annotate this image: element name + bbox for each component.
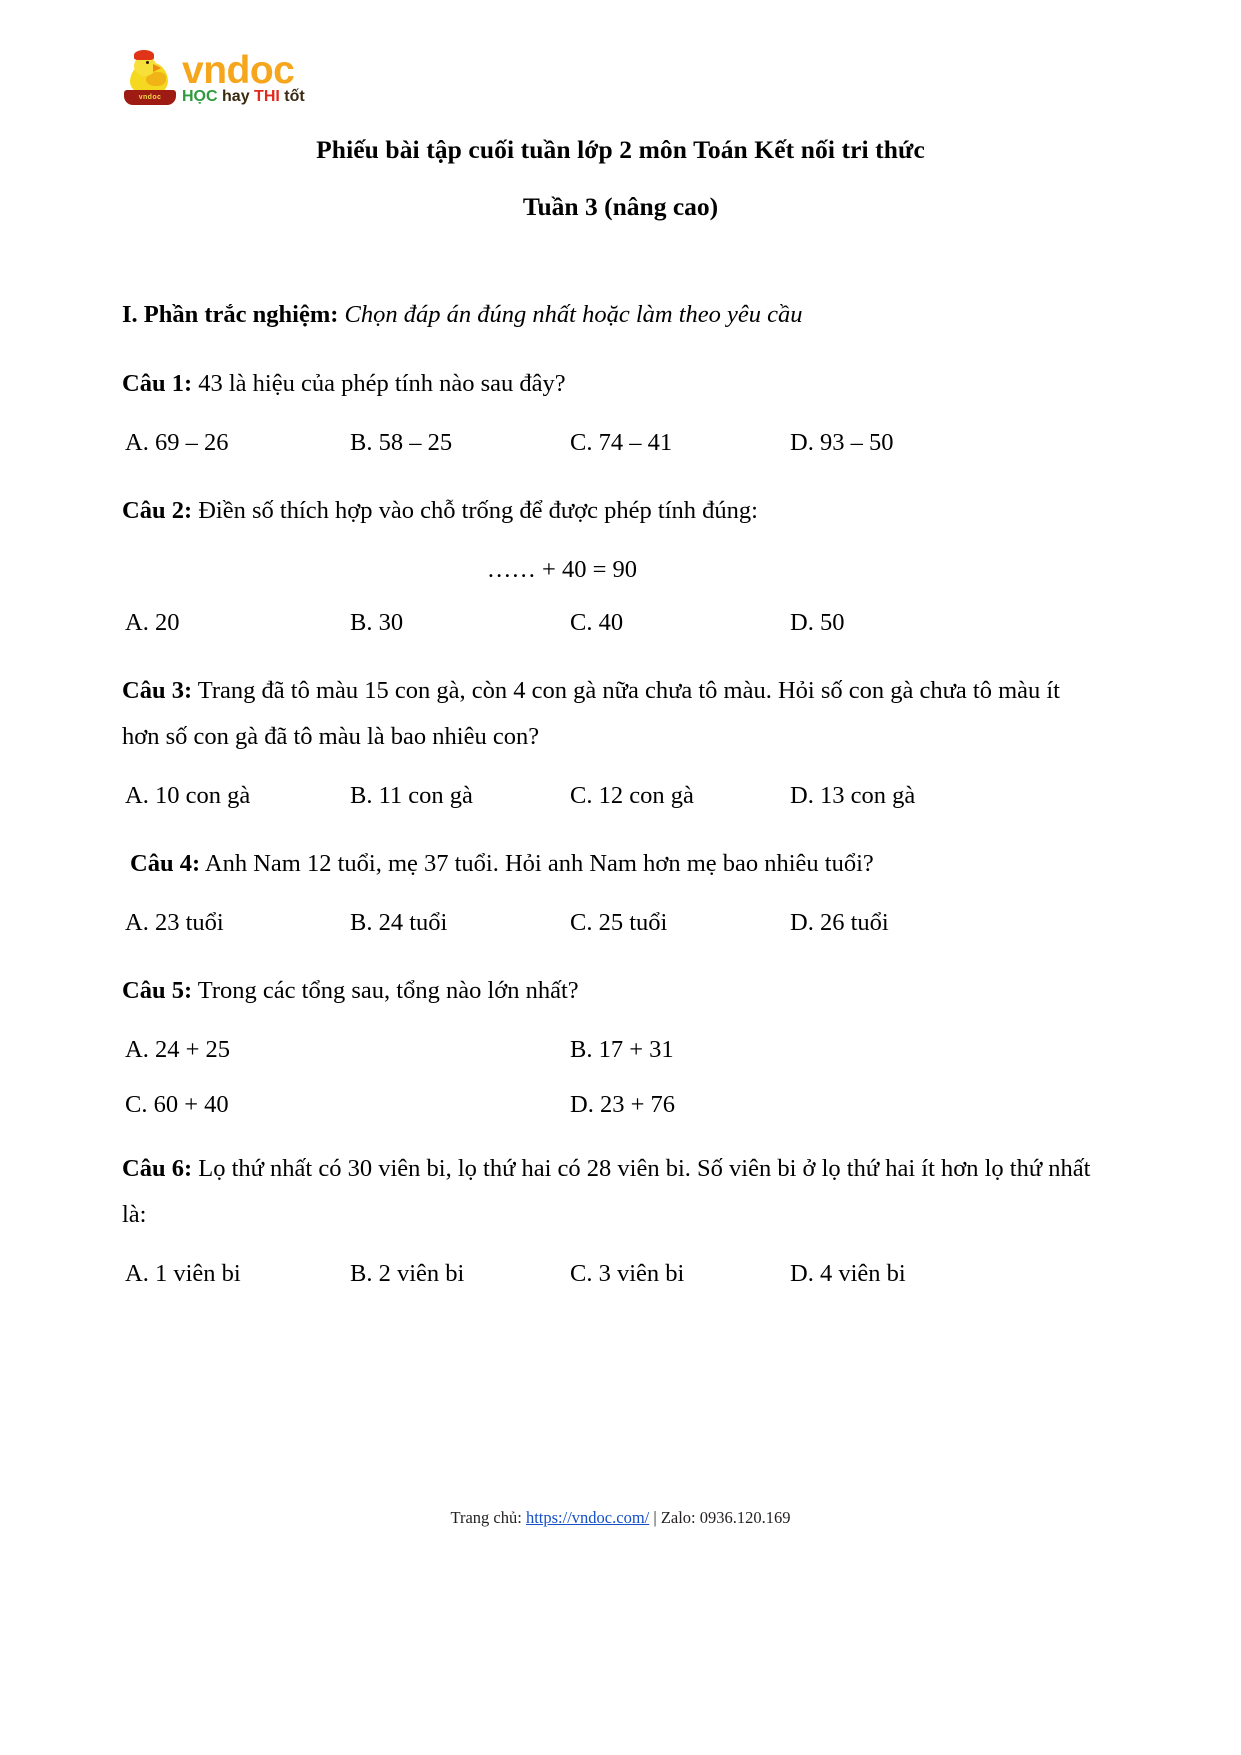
question-1-body: 43 là hiệu của phép tính nào sau đây? bbox=[192, 370, 566, 397]
question-5-option-a[interactable]: A. 24 + 25 bbox=[125, 1036, 231, 1063]
worksheet-content bbox=[122, 292, 1122, 1319]
question-2-text bbox=[122, 488, 1122, 534]
question-6-option-b[interactable]: B. 2 viên bi bbox=[350, 1260, 465, 1287]
question-2-option-a[interactable]: A. 20 bbox=[125, 609, 180, 636]
question-2-number: Câu 2: bbox=[122, 497, 193, 524]
chicken-mascot-icon bbox=[122, 50, 178, 108]
question-4-options bbox=[122, 909, 1122, 939]
question-5-number: Câu 5: bbox=[122, 977, 193, 1004]
question-6-text bbox=[122, 1146, 1097, 1238]
question-1-text bbox=[122, 361, 1122, 407]
question-1-option-c[interactable]: C. 74 – 41 bbox=[570, 429, 673, 456]
question-3-options bbox=[122, 782, 1122, 812]
question-5-option-c[interactable]: C. 60 + 40 bbox=[125, 1091, 229, 1118]
question-3-option-d[interactable]: D. 13 con gà bbox=[790, 782, 916, 809]
question-6-option-d[interactable]: D. 4 viên bi bbox=[790, 1260, 906, 1287]
logo-tagline bbox=[182, 88, 305, 106]
question-3-option-c[interactable]: C. 12 con gà bbox=[570, 782, 694, 809]
question-1-number: Câu 1: bbox=[122, 370, 193, 397]
footer-website-link[interactable]: https://vndoc.com/ bbox=[525, 1508, 650, 1527]
question-6-body: Lọ thứ nhất có 30 viên bi, lọ thứ hai có 28 viên bi. Số viên bi ở lọ thứ hai ít hơn lọ thứ nhất là: bbox=[122, 1155, 1091, 1228]
question-1-options bbox=[122, 429, 1122, 459]
question-5-body: Trong các tổng sau, tổng nào lớn nhất? bbox=[192, 977, 579, 1004]
question-6-option-c[interactable]: C. 3 viên bi bbox=[570, 1260, 685, 1287]
question-2-option-d[interactable]: D. 50 bbox=[790, 609, 845, 636]
question-2-body: Điền số thích hợp vào chỗ trống để được phép tính đúng: bbox=[192, 497, 758, 524]
question-3-option-b[interactable]: B. 11 con gà bbox=[350, 782, 473, 809]
section-heading bbox=[122, 292, 1122, 338]
question-3-text bbox=[122, 668, 1097, 760]
question-2-option-b[interactable]: B. 30 bbox=[350, 609, 404, 636]
question-1-option-b[interactable]: B. 58 – 25 bbox=[350, 429, 453, 456]
question-2-option-c[interactable]: C. 40 bbox=[570, 609, 624, 636]
question-6-number: Câu 6: bbox=[122, 1155, 193, 1182]
question-1-option-d[interactable]: D. 93 – 50 bbox=[790, 429, 894, 456]
vndoc-logo bbox=[122, 50, 382, 116]
mascot-beak bbox=[153, 64, 161, 72]
question-4-option-d[interactable]: D. 26 tuổi bbox=[790, 909, 889, 936]
mascot-eye bbox=[146, 61, 149, 64]
question-5-option-b[interactable]: B. 17 + 31 bbox=[570, 1036, 674, 1063]
mascot-comb bbox=[134, 50, 154, 60]
page-title: Phiếu bài tập cuối tuần lớp 2 môn Toán Kết nối tri thức bbox=[316, 135, 925, 164]
question-4-number: Câu 4: bbox=[130, 850, 201, 877]
page-subtitle: Tuần 3 (nâng cao) bbox=[522, 192, 719, 221]
question-4-option-a[interactable]: A. 23 tuổi bbox=[125, 909, 224, 936]
question-5-option-d[interactable]: D. 23 + 76 bbox=[570, 1091, 676, 1118]
footer-suffix: | Zalo: 0936.120.169 bbox=[649, 1508, 791, 1527]
question-5-options-row-1 bbox=[122, 1036, 1122, 1066]
mascot-banner-label: vndoc bbox=[124, 90, 176, 105]
footer-prefix: Trang chủ: bbox=[450, 1508, 526, 1527]
logo-wordmark: vndoc bbox=[182, 49, 295, 92]
section-instruction: Chọn đáp án đúng nhất hoặc làm theo yêu cầu bbox=[344, 301, 803, 328]
section-label: I. Phần trắc nghiệm: bbox=[122, 301, 339, 328]
question-3-option-a[interactable]: A. 10 con gà bbox=[125, 782, 251, 809]
question-2-options bbox=[122, 609, 1122, 639]
tagline-tot: tốt bbox=[284, 88, 305, 105]
question-4-option-c[interactable]: C. 25 tuổi bbox=[570, 909, 668, 936]
logo-text-group bbox=[182, 50, 305, 106]
tagline-thi: THI bbox=[254, 88, 280, 105]
question-6-option-a[interactable]: A. 1 viên bi bbox=[125, 1260, 241, 1287]
question-3-number: Câu 3: bbox=[122, 677, 193, 704]
question-4-text bbox=[122, 841, 1122, 887]
question-3-body: Trang đã tô màu 15 con gà, còn 4 con gà nữa chưa tô màu. Hỏi số con gà chưa tô màu ít hơn số con gà đã tô màu là bao nhiêu con? bbox=[122, 677, 1060, 750]
question-4-body: Anh Nam 12 tuổi, mẹ 37 tuổi. Hỏi anh Nam hơn mẹ bao nhiêu tuổi? bbox=[200, 850, 874, 877]
question-5-text bbox=[122, 968, 1122, 1014]
question-4-option-b[interactable]: B. 24 tuổi bbox=[350, 909, 448, 936]
question-6-options bbox=[122, 1260, 1122, 1290]
question-2-equation: …… + 40 = 90 bbox=[486, 556, 638, 583]
tagline-hay: hay bbox=[222, 88, 250, 105]
question-1-option-a[interactable]: A. 69 – 26 bbox=[125, 429, 229, 456]
page-footer bbox=[0, 1508, 1241, 1528]
question-5-options-row-2 bbox=[122, 1091, 1122, 1121]
tagline-hoc: HỌC bbox=[182, 88, 218, 105]
